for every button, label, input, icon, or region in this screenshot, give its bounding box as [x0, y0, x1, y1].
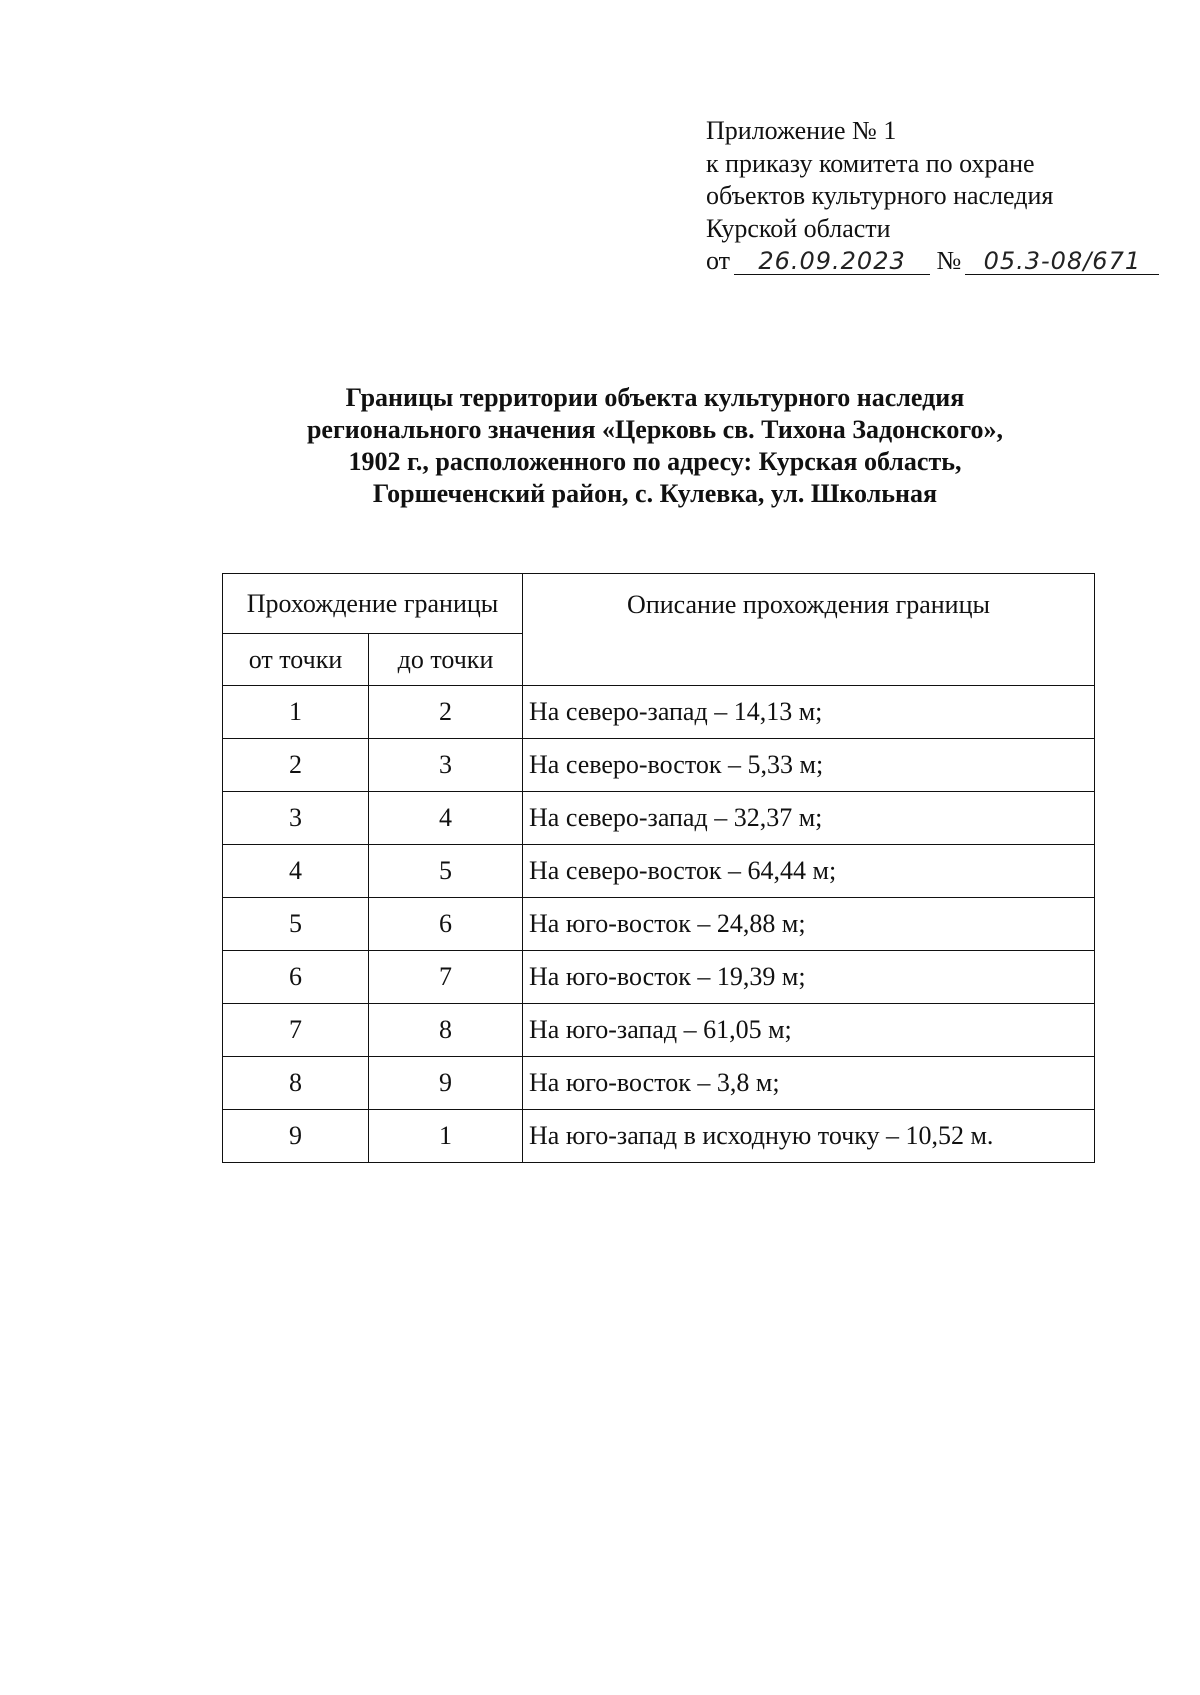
- document-title: [160, 382, 1150, 510]
- table-row: [223, 1004, 1095, 1057]
- table-row: [223, 898, 1095, 951]
- table-row: [223, 686, 1095, 739]
- title-line-2: регионального значения «Церковь св. Тихона Задонского»,: [306, 415, 1004, 444]
- description-cell: На юго-запад в исходную точку – 10,52 м.: [523, 1110, 1095, 1163]
- to-point-cell: 8: [369, 1004, 523, 1057]
- title-line-1: Границы территории объекта культурного наследия: [345, 383, 965, 412]
- to-point-cell: 2: [369, 686, 523, 739]
- table-row: [223, 792, 1095, 845]
- appendix-order-line: к приказу комитета по охране: [706, 148, 1035, 178]
- table-row: [223, 845, 1095, 898]
- handwritten-date: 26.09.2023: [734, 248, 930, 275]
- appendix-title: Приложение № 1: [706, 116, 897, 145]
- table-header-row: [223, 574, 1095, 634]
- from-point-cell: 9: [223, 1110, 369, 1163]
- description-cell: На юго-восток – 3,8 м;: [523, 1057, 1095, 1110]
- header-description: Описание прохождения границы: [523, 574, 1095, 686]
- to-point-cell: 3: [369, 739, 523, 792]
- description-cell: На северо-запад – 14,13 м;: [523, 686, 1095, 739]
- from-point-cell: 4: [223, 845, 369, 898]
- from-point-cell: 8: [223, 1057, 369, 1110]
- description-cell: На северо-восток – 64,44 м;: [523, 845, 1095, 898]
- appendix-date-number-line: [706, 245, 1159, 278]
- description-cell: На северо-запад – 32,37 м;: [523, 792, 1095, 845]
- table-row: [223, 951, 1095, 1004]
- from-point-cell: 7: [223, 1004, 369, 1057]
- to-point-cell: 6: [369, 898, 523, 951]
- to-point-cell: 5: [369, 845, 523, 898]
- description-cell: На юго-восток – 19,39 м;: [523, 951, 1095, 1004]
- title-line-3: 1902 г., расположенного по адресу: Курская область,: [348, 447, 962, 476]
- appendix-committee-line: объектов культурного наследия: [706, 181, 1054, 210]
- description-cell: На юго-запад – 61,05 м;: [523, 1004, 1095, 1057]
- date-prefix: от: [706, 246, 731, 275]
- from-point-cell: 5: [223, 898, 369, 951]
- header-boundary-passage: Прохождение границы: [223, 574, 523, 634]
- to-point-cell: 1: [369, 1110, 523, 1163]
- table-row: [223, 1110, 1095, 1163]
- number-prefix: №: [936, 246, 962, 275]
- to-point-cell: 9: [369, 1057, 523, 1110]
- appendix-region-line: Курской области: [706, 213, 891, 243]
- header-to-point: до точки: [369, 634, 523, 686]
- from-point-cell: 6: [223, 951, 369, 1004]
- appendix-block: [706, 115, 1159, 278]
- boundary-table: [222, 573, 1095, 1163]
- title-line-4: Горшеченский район, с. Кулевка, ул. Школьная: [372, 479, 938, 508]
- to-point-cell: 7: [369, 951, 523, 1004]
- from-point-cell: 1: [223, 686, 369, 739]
- handwritten-order-number: 05.3-08/671: [965, 248, 1159, 275]
- to-point-cell: 4: [369, 792, 523, 845]
- from-point-cell: 2: [223, 739, 369, 792]
- header-from-point: от точки: [223, 634, 369, 686]
- table-row: [223, 739, 1095, 792]
- description-cell: На юго-восток – 24,88 м;: [523, 898, 1095, 951]
- description-cell: На северо-восток – 5,33 м;: [523, 739, 1095, 792]
- from-point-cell: 3: [223, 792, 369, 845]
- table-row: [223, 1057, 1095, 1110]
